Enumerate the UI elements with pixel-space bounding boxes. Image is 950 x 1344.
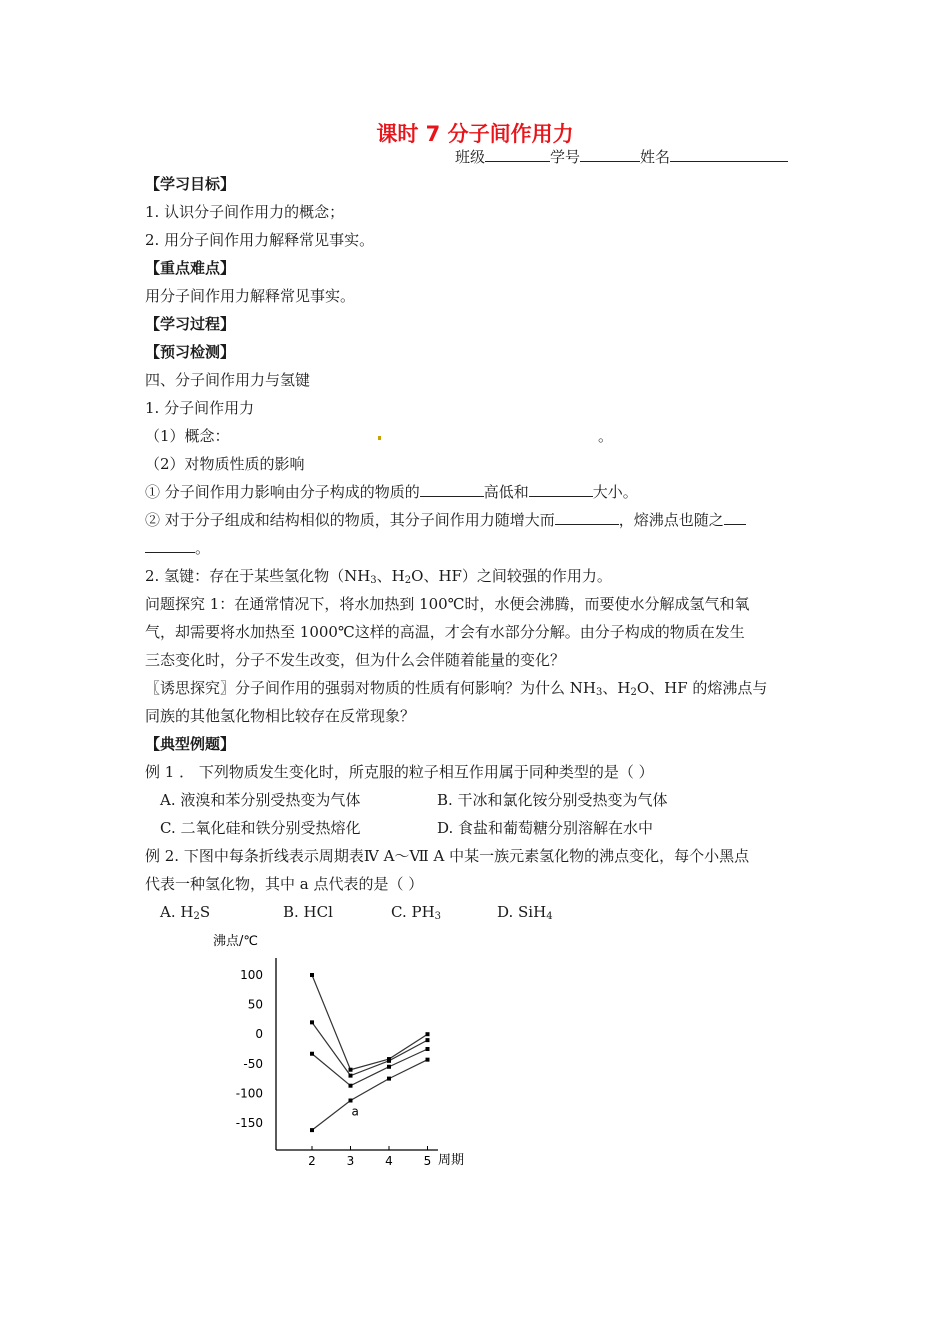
data-point xyxy=(349,1068,353,1072)
question-1-line-3: 三态变化时，分子不发生改变，但为什么会伴随着能量的变化？ xyxy=(145,651,566,669)
example-1-stem: 例 1 ． 下列物质发生变化时，所克服的粒子相互作用属于同种类型的是（ ） xyxy=(145,763,654,781)
chart-ticks xyxy=(236,968,432,1168)
data-point xyxy=(387,1065,391,1069)
sub-2: 2 xyxy=(193,911,200,922)
x-tick-label: 5 xyxy=(423,1154,432,1168)
effect-line xyxy=(145,454,305,474)
x-axis-label: 周期 xyxy=(438,1153,465,1168)
data-point xyxy=(310,973,314,977)
item-2-text-a: ② 对于分子组成和结构相似的物质，其分子间作用力随 xyxy=(145,511,510,529)
option-a-text-b: S xyxy=(199,903,211,921)
item-2 xyxy=(145,510,746,530)
item-2-text-b: 增大而 xyxy=(509,511,555,529)
question-2-line-1 xyxy=(145,678,767,698)
example-2-option-c[interactable] xyxy=(391,902,441,922)
boiling-point-chart xyxy=(200,926,490,1171)
id-blank[interactable] xyxy=(580,147,640,162)
blank-4b[interactable] xyxy=(145,538,195,553)
q2-text-c: O、HF 的熔沸点与 xyxy=(636,679,768,697)
data-point xyxy=(349,1099,353,1103)
dot-mark xyxy=(378,436,381,440)
x-tick-label: 3 xyxy=(346,1154,355,1168)
sub-2: 2 xyxy=(630,687,637,698)
data-point xyxy=(387,1077,391,1081)
class-label: 班级 xyxy=(455,148,486,166)
goal-2: 2. 用分子间作用力解释常见事实。 xyxy=(145,231,375,249)
class-blank[interactable] xyxy=(485,147,550,162)
concept-label: （1）概念： xyxy=(145,427,230,445)
subsection-1: 1. 分子间作用力 xyxy=(145,399,255,417)
hydrogen-bond-line xyxy=(145,566,612,586)
option-a-text-a: A. H xyxy=(160,903,194,921)
chart-points xyxy=(310,973,430,1132)
question-1-line-1: 问题探究 1：在通常情况下，将水加热到 100℃时，水便会沸腾，而要使水分解成氢气和氧 xyxy=(145,595,750,613)
part-4-title: 四、分子间作用力与氢键 xyxy=(145,371,311,389)
y-tick-label: -150 xyxy=(235,1116,263,1130)
hbond-text-a: 2. 氢键：存在于某些氢化物（NH xyxy=(145,567,371,585)
example-1-option-a[interactable]: A. 液溴和苯分别受热变为气体 xyxy=(160,791,361,809)
series-line xyxy=(312,975,428,1070)
item-1-text-b: 高低和 xyxy=(483,483,529,501)
goal-1: 1. 认识分子间作用力的概念； xyxy=(145,203,345,221)
option-c-text: C. PH xyxy=(391,903,435,921)
key-heading: 【重点难点】 xyxy=(145,259,236,277)
sub-3: 3 xyxy=(370,575,377,586)
concept-line xyxy=(145,426,230,446)
x-tick-label: 4 xyxy=(385,1154,393,1168)
blank-1[interactable] xyxy=(420,482,484,497)
point-a-label: a xyxy=(351,1104,359,1119)
hbond-text-b: 、H xyxy=(376,567,405,585)
name-blank[interactable] xyxy=(670,147,788,162)
data-point xyxy=(310,1128,314,1132)
question-1-line-2: 气，却需要将水加热至 1000℃这样的高温，才会有水部分分解。由分子构成的物质在发生 xyxy=(145,623,745,641)
effect-text-a: （2）对物质性质 xyxy=(145,455,260,473)
data-point xyxy=(349,1084,353,1088)
option-d-text: D. SiH xyxy=(497,903,547,921)
key-text: 用分子间作用力解释常见事实。 xyxy=(145,287,356,305)
data-point xyxy=(426,1047,430,1051)
sub-3: 3 xyxy=(595,687,603,698)
y-tick-label: 0 xyxy=(255,1027,263,1042)
y-axis-label: 沸点/℃ xyxy=(213,934,258,949)
example-1-option-b[interactable]: B. 干冰和氯化铵分别受热变为气体 xyxy=(437,791,668,809)
sub-2: 2 xyxy=(404,575,412,586)
page-title: 课时 7 分子间作用力 xyxy=(376,122,574,146)
example-2-stem-2: 代表一种氢化物，其中 a 点代表的是（ ） xyxy=(145,875,424,893)
name-label: 姓名 xyxy=(640,148,671,166)
question-2-line-2: 同族的其他氢化物相比较存在反常现象？ xyxy=(145,707,416,725)
sub-3: 3 xyxy=(434,911,442,922)
chart-series xyxy=(312,975,428,1130)
data-point xyxy=(426,1058,430,1062)
concept-end: 。 xyxy=(598,427,614,445)
blank-4a[interactable] xyxy=(724,510,746,525)
effect-text-b: 的影响 xyxy=(259,455,305,473)
student-info-line xyxy=(455,146,788,167)
data-point xyxy=(426,1032,430,1036)
q2-text-a: 〖诱思探究〗分子间作用的强弱对物质的性质有何影响？为什么 NH xyxy=(145,679,596,697)
data-point xyxy=(426,1038,430,1042)
y-tick-label: -100 xyxy=(235,1086,263,1101)
goals-heading: 【学习目标】 xyxy=(145,175,236,193)
examples-heading: 【典型例题】 xyxy=(145,735,236,753)
series-line xyxy=(312,1049,428,1086)
data-point xyxy=(310,1020,314,1024)
data-point xyxy=(310,1052,314,1056)
example-2-stem-1: 例 2. 下图中每条折线表示周期表Ⅳ A～Ⅶ A 中某一族元素氢化物的沸点变化，每个小黑点 xyxy=(145,847,750,865)
id-label: 学号 xyxy=(550,148,581,166)
item-2-cont xyxy=(145,538,210,558)
y-tick-label: 50 xyxy=(247,997,263,1012)
chart-axes xyxy=(276,958,438,1150)
sub-4: 4 xyxy=(546,911,553,922)
blank-3[interactable] xyxy=(555,510,619,525)
hbond-text-c: O、HF）之间较强的作用力。 xyxy=(411,567,612,585)
item-2-text-c: ，熔沸点也随之 xyxy=(618,511,724,529)
item-1 xyxy=(145,482,638,502)
q2-text-b: 、H xyxy=(602,679,631,697)
y-tick-label: -50 xyxy=(243,1056,263,1071)
item-1-text-a: ① 分子间作用力影响由分子构成的物质的 xyxy=(145,483,420,501)
item-2-text-d: 。 xyxy=(195,539,211,557)
data-point xyxy=(349,1074,353,1078)
series-line xyxy=(312,1060,428,1130)
example-2-option-a[interactable] xyxy=(160,902,210,922)
process-heading: 【学习过程】 xyxy=(145,315,236,333)
example-1-option-d[interactable]: D. 食盐和葡萄糖分别溶解在水中 xyxy=(437,819,654,837)
example-2-option-b[interactable]: B. HCl xyxy=(283,903,333,921)
item-1-text-c: 大小。 xyxy=(592,483,638,501)
x-tick-label: 2 xyxy=(308,1154,316,1168)
y-tick-label: 100 xyxy=(240,968,263,982)
example-1-option-c[interactable]: C. 二氧化硅和铁分别受热熔化 xyxy=(160,819,361,837)
blank-2[interactable] xyxy=(529,482,593,497)
data-point xyxy=(387,1059,391,1063)
example-2-option-d[interactable] xyxy=(497,902,553,922)
preview-heading: 【预习检测】 xyxy=(145,343,236,361)
